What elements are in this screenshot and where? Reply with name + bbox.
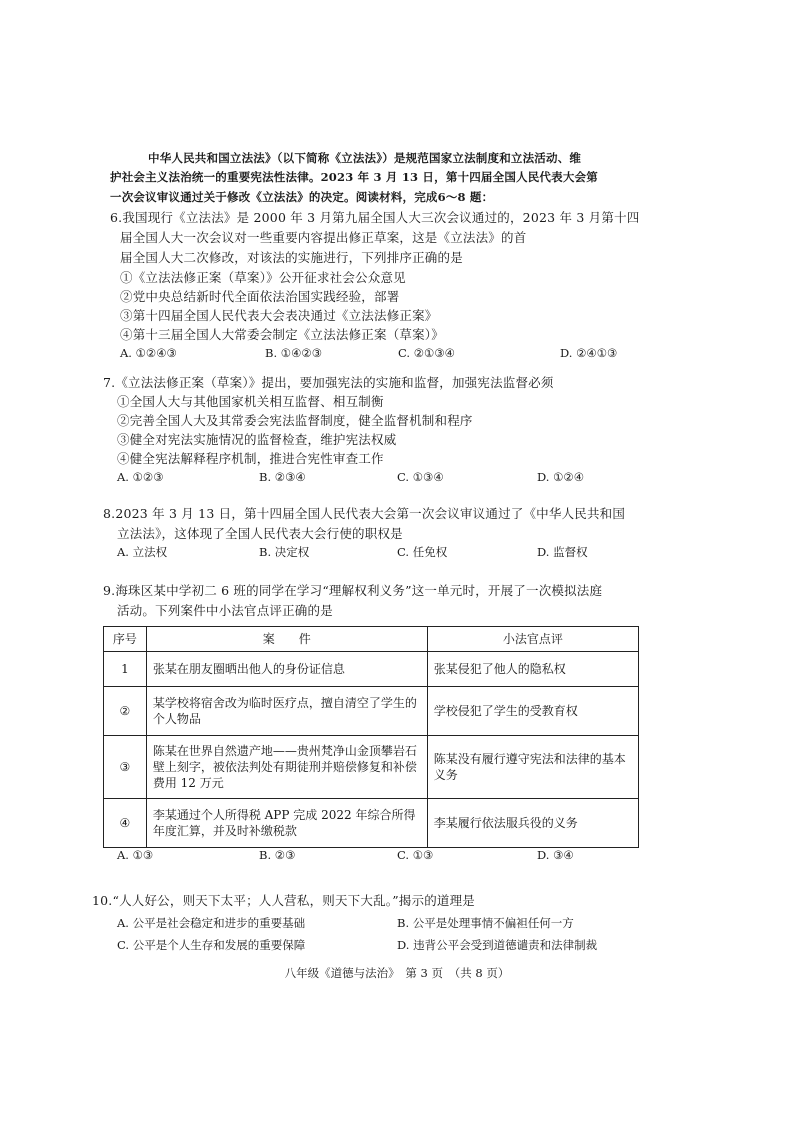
q6-option-b[interactable]: B. ①④②③ xyxy=(265,346,323,360)
q7-option-b[interactable]: B. ②③④ xyxy=(259,470,306,484)
q8-option-a[interactable]: A. 立法权 xyxy=(117,545,168,559)
q8-option-b[interactable]: B. 决定权 xyxy=(259,545,310,559)
q6-option-c[interactable]: C. ②①③④ xyxy=(398,346,455,360)
row-comment: 陈某没有履行遵守宪法和法律的基本义务 xyxy=(427,736,638,799)
row-no: 1 xyxy=(104,652,147,687)
header-comment: 小法官点评 xyxy=(427,627,638,652)
table-row xyxy=(104,736,639,799)
q6-item-3: ③第十四届全国人民代表大会表决通过《立法法修正案》 xyxy=(120,308,438,323)
q7-stem: 7.《立法法修正案（草案）》提出，要加强宪法的实施和监督，加强宪法监督必须 xyxy=(103,375,554,390)
row-no: ② xyxy=(104,687,147,736)
q10-option-b[interactable]: B. 公平是处理事情不偏袒任何一方 xyxy=(397,916,574,930)
case-table xyxy=(103,626,639,848)
q6-stem-2: 届全国人大一次会议对一些重要内容提出修正草案，这是《立法法》的首 xyxy=(120,230,527,245)
q7-option-c[interactable]: C. ①③④ xyxy=(397,470,444,484)
q10-option-d[interactable]: D. 违背公平会受到道德谴责和法律制裁 xyxy=(397,938,598,952)
row-case: 李某通过个人所得税 APP 完成 2022 年综合所得年度汇算，并及时补缴税款 xyxy=(146,799,427,848)
header-case: 案 件 xyxy=(146,627,427,652)
table-row xyxy=(104,687,639,736)
row-case: 张某在朋友圈晒出他人的身份证信息 xyxy=(146,652,427,687)
q10-stem: 10.“人人好公，则天下太平；人人营私，则天下大乱。”揭示的道理是 xyxy=(92,893,476,908)
q6-item-4: ④第十三届全国人大常委会制定《立法法修正案（草案）》 xyxy=(120,327,444,342)
table-row xyxy=(104,799,639,848)
q9-option-a[interactable]: A. ①③ xyxy=(117,848,154,862)
row-comment: 张某侵犯了他人的隐私权 xyxy=(427,652,638,687)
q8-stem-2: 立法法》，这体现了全国人民代表大会行使的职权是 xyxy=(117,526,403,541)
table-row xyxy=(104,652,639,687)
intro-line-1: 中华人民共和国立法法》（以下简称《立法法》）是规范国家立法制度和立法活动、维 xyxy=(148,151,582,165)
q7-item-4: ④健全宪法解释程序机制，推进合宪性审查工作 xyxy=(117,451,384,466)
row-no: ③ xyxy=(104,736,147,799)
q6-option-a[interactable]: A. ①②④③ xyxy=(120,346,177,360)
q6-item-1: ①《立法法修正案（草案）》公开征求社会公众意见 xyxy=(120,270,406,285)
q7-item-3: ③健全对宪法实施情况的监督检查，维护宪法权威 xyxy=(117,432,397,447)
q9-stem-2: 活动。下列案件中小法官点评正确的是 xyxy=(117,603,333,618)
q8-stem-1: 8.2023 年 3 月 13 日，第十四届全国人民代表大会第一次会议审议通过了《中华人民共和国 xyxy=(103,506,626,521)
intro-line-3: 一次会议审议通过关于修改《立法法》的决定。阅读材料，完成6～8 题： xyxy=(110,190,494,204)
q8-option-d[interactable]: D. 监督权 xyxy=(537,545,588,559)
q7-option-d[interactable]: D. ①②④ xyxy=(537,470,585,484)
q10-option-c[interactable]: C. 公平是个人生存和发展的重要保障 xyxy=(117,938,306,952)
q10-option-a[interactable]: A. 公平是社会稳定和进步的重要基础 xyxy=(117,916,306,930)
q6-option-d[interactable]: D. ②④①③ xyxy=(560,346,618,360)
q7-item-2: ②完善全国人大及其常委会宪法监督制度，健全监督机制和程序 xyxy=(117,413,473,428)
q9-option-c[interactable]: C. ①③ xyxy=(397,848,434,862)
page-footer: 八年级《道德与法治》 第 3 页 （共 8 页） xyxy=(284,966,510,980)
q7-item-1: ①全国人大与其他国家机关相互监督、相互制衡 xyxy=(117,394,384,409)
header-no: 序号 xyxy=(104,627,147,652)
row-no: ④ xyxy=(104,799,147,848)
q8-option-c[interactable]: C. 任免权 xyxy=(397,545,448,559)
row-comment: 学校侵犯了学生的受教育权 xyxy=(427,687,638,736)
q6-stem-3: 届全国人大二次修改，对该法的实施进行，下列排序正确的是 xyxy=(120,250,463,265)
q7-option-a[interactable]: A. ①②③ xyxy=(117,470,164,484)
q9-stem-1: 9.海珠区某中学初二 6 班的同学在学习“理解权利义务”这一单元时，开展了一次模拟法庭 xyxy=(103,583,603,598)
row-comment: 李某履行依法服兵役的义务 xyxy=(427,799,638,848)
row-case: 某学校将宿舍改为临时医疗点，擅自清空了学生的个人物品 xyxy=(146,687,427,736)
intro-line-2: 护社会主义法治统一的重要宪法性法律。2023 年 3 月 13 日，第十四届全国人民代表大会第 xyxy=(110,170,598,184)
row-case: 陈某在世界自然遗产地——贵州梵净山金顶攀岩石壁上刻字，被依法判处有期徒刑并赔偿修复和补偿费用 12 万元 xyxy=(146,736,427,799)
q6-item-2: ②党中央总结新时代全面依法治国实践经验，部署 xyxy=(120,289,400,304)
table-header-row xyxy=(104,627,639,652)
q9-option-d[interactable]: D. ③④ xyxy=(537,848,574,862)
q6-stem-1: 6.我国现行《立法法》是 2000 年 3 月第九届全国人大三次会议通过的，2023 年 3 月第十四 xyxy=(110,210,640,225)
q9-option-b[interactable]: B. ②③ xyxy=(259,848,296,862)
